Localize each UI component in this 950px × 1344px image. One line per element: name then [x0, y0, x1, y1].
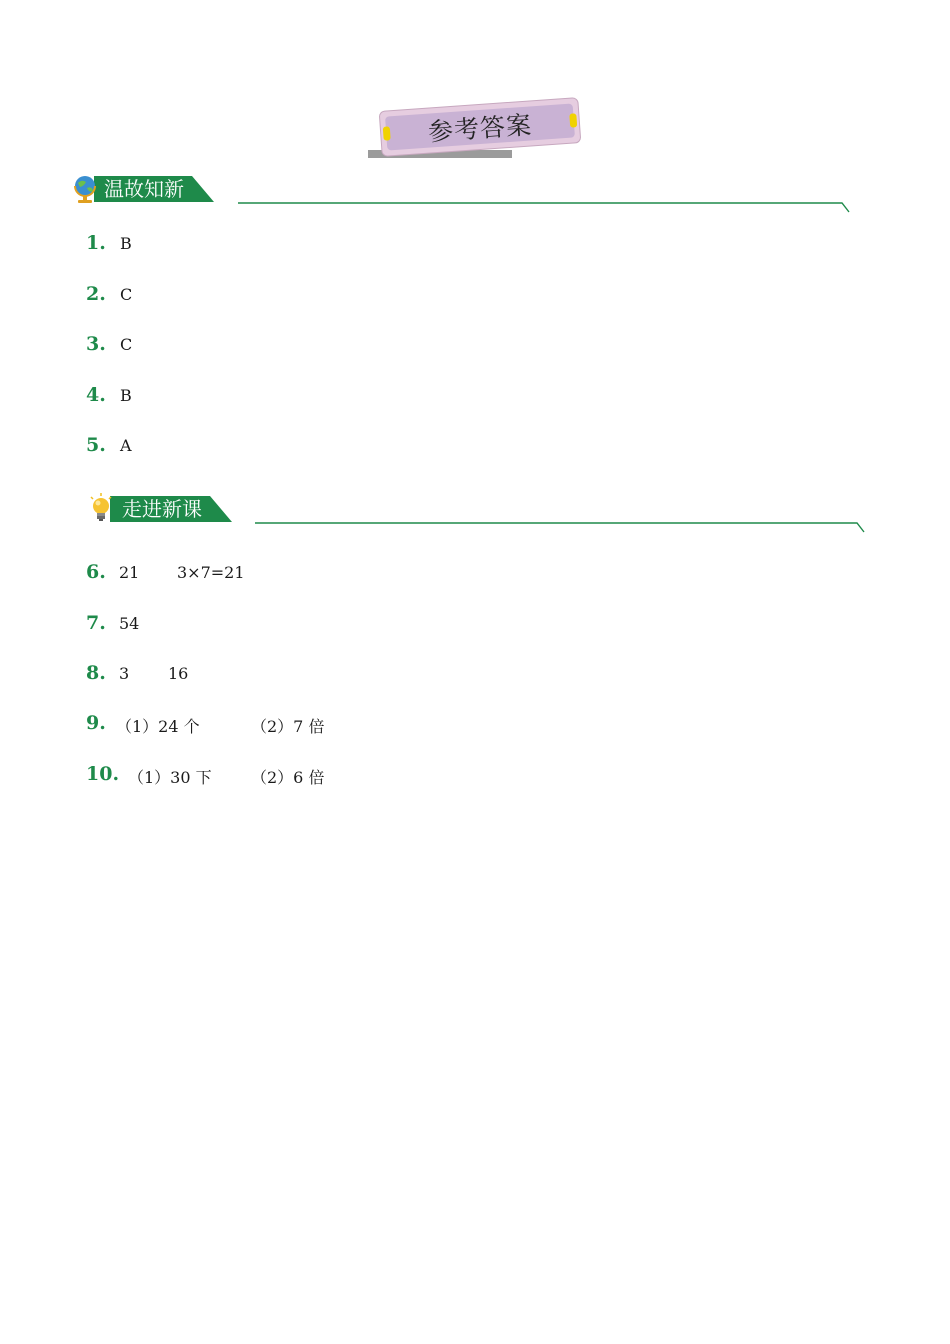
globe-icon — [72, 174, 100, 204]
section-divider — [255, 518, 867, 538]
answer-number: 8. — [86, 662, 106, 684]
answer-value: B — [120, 234, 132, 253]
answer-number: 5. — [86, 434, 106, 456]
title-plate — [379, 97, 582, 157]
section-label-new-lesson: 走进新课 — [122, 497, 202, 521]
answer-value: B — [120, 386, 132, 405]
answer-number: 9. — [86, 712, 106, 734]
answer-value: （2）6 倍 — [251, 768, 325, 787]
answer-value: 16 — [168, 664, 189, 683]
answer-value: C — [120, 335, 133, 354]
answer-number: 6. — [86, 561, 106, 583]
page-title: 参考答案 — [427, 110, 533, 147]
answer-value: （1）24 个 — [116, 717, 200, 736]
answer-value: （2）7 倍 — [251, 717, 325, 736]
section-header-review — [72, 174, 852, 204]
answer-value: A — [120, 436, 132, 455]
section-label-review: 温故知新 — [104, 177, 184, 201]
answer-value: 54 — [119, 614, 140, 633]
answer-number: 2. — [86, 283, 106, 305]
answer-number: 1. — [86, 232, 106, 254]
answer-value: （1）30 下 — [128, 768, 212, 787]
lightbulb-icon — [88, 492, 116, 524]
answer-value: 21 — [119, 563, 140, 582]
section-divider — [238, 198, 852, 218]
section-header-new-lesson — [88, 494, 868, 524]
answer-number: 4. — [86, 384, 106, 406]
answer-value: 3×7=21 — [177, 563, 245, 582]
answer-number: 10. — [86, 763, 120, 785]
answer-key-title-badge — [366, 96, 584, 160]
answer-value: 3 — [119, 664, 130, 683]
answer-number: 7. — [86, 612, 106, 634]
answer-value: C — [120, 285, 133, 304]
answer-number: 3. — [86, 333, 106, 355]
